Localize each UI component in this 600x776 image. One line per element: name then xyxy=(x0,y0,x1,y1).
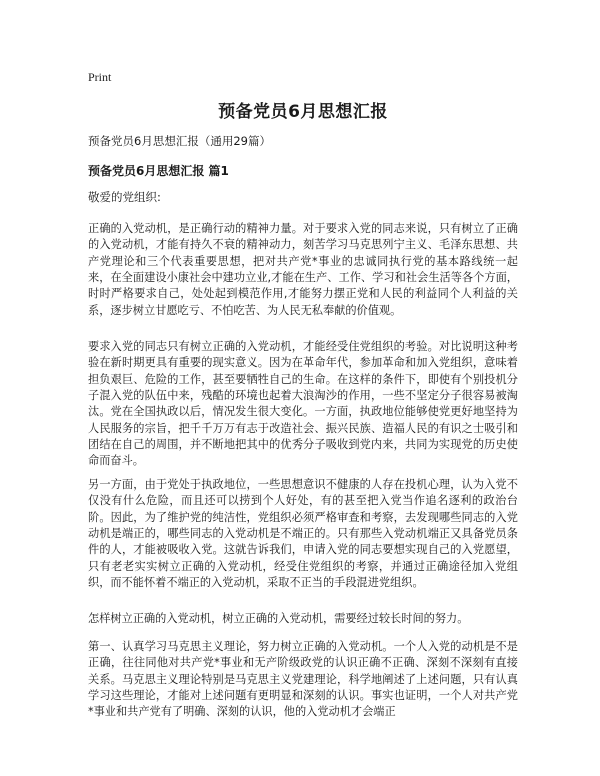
print-link[interactable]: Print xyxy=(88,70,112,84)
body-paragraph-4: 怎样树立正确的入党动机，树立正确的入党动机，需要经过较长时间的努力。 xyxy=(88,612,469,626)
body-paragraph-2: 要求入党的同志只有树立正确的入党动机，才能经受住党组织的考验。对比说明这种考验在新时期更具有重要的现实意义。因为在革命年代，参加革命和加入党组织，意味着担负艰巨、危险的工作，甚至要牺牲自己的生命。在这样的条件下，即使有个别投机分子混入党的队伍中来，残酷的环境也起着大浪淘沙的作用，一些不坚定分子很容易被淘汰。党在全国执政以后，情况发生很大变化。一方面，执政地位能够使党更好地坚持为人民服务的宗旨，把千千万万有志于改造社会、振兴民族、造福人民的有识之士吸引和团结在自己的周围，并不断地把其中的优秀分子吸收到党内来，共同为实现党的历史使命而奋斗。 xyxy=(88,340,518,468)
body-paragraph-1: 正确的入党动机，是正确行动的精神力量。对于要求入党的同志来说，只有树立了正确的入党动机，才能有持久不衰的精神动力，刻苦学习马克思列宁主义、毛泽东思想、共产党理论和三个代表重要思想，把对共产党*事业的忠诚同执行党的基本路线统一起来，在全面建设小康社会中建功立业,才能在生产、工作、学习和社会生活等各个方面，时时严格要求自己，处处起到模范作用,才能努力摆正党和人民的利益同个人利益的关系，逐步树立甘愿吃亏、不怕吃苦、为人民无私奉献的价值观。 xyxy=(88,222,518,317)
body-paragraph-5: 第一、认真学习马克思主义理论，努力树立正确的入党动机。一个人入党的动机是不是正确，往往同他对共产党*事业和无产阶级政党的认识正确不正确、深刻不深刻有直接关系。马克思主义理论特别是马克思主义党建理论，科学地阐述了上述问题，只有认真学习这些理论，才能对上述问题有更明显和深刻的认识。事实也证明，一个人对共产党*事业和共产党有了明确、深刻的认识，他的入党动机才会端正 xyxy=(88,640,518,719)
section-heading: 预备党员6月思想汇报 篇1 xyxy=(88,164,229,178)
greeting-line: 敬爱的党组织: xyxy=(88,190,161,204)
page-title: 预备党员6月思想汇报 xyxy=(218,102,388,122)
body-paragraph-3: 另一方面，由于党处于执政地位，一些思想意识不健康的人存在投机心理，认为入党不仅没有什么危险，而且还可以捞到个人好处，有的甚至把入党当作追名逐利的政治台阶。因此，为了维护党的纯洁性，党组织必须严格审查和考察，去发现哪些同志的入党动机是端正的，哪些同志的入党动机是不端正的。只有那些入党动机端正又具备党员条件的人，才能被吸收入党。这就告诉我们，申请入党的同志要想实现自己的入党愿望，只有老老实实树立正确的入党动机，经受住党组织的考察，并通过正确途径加入党组织，而不能怀着不端正的入党动机，采取不正当的手段混进党组织。 xyxy=(88,478,518,589)
document-subtitle: 预备党员6月思想汇报（通用29篇） xyxy=(88,134,271,148)
